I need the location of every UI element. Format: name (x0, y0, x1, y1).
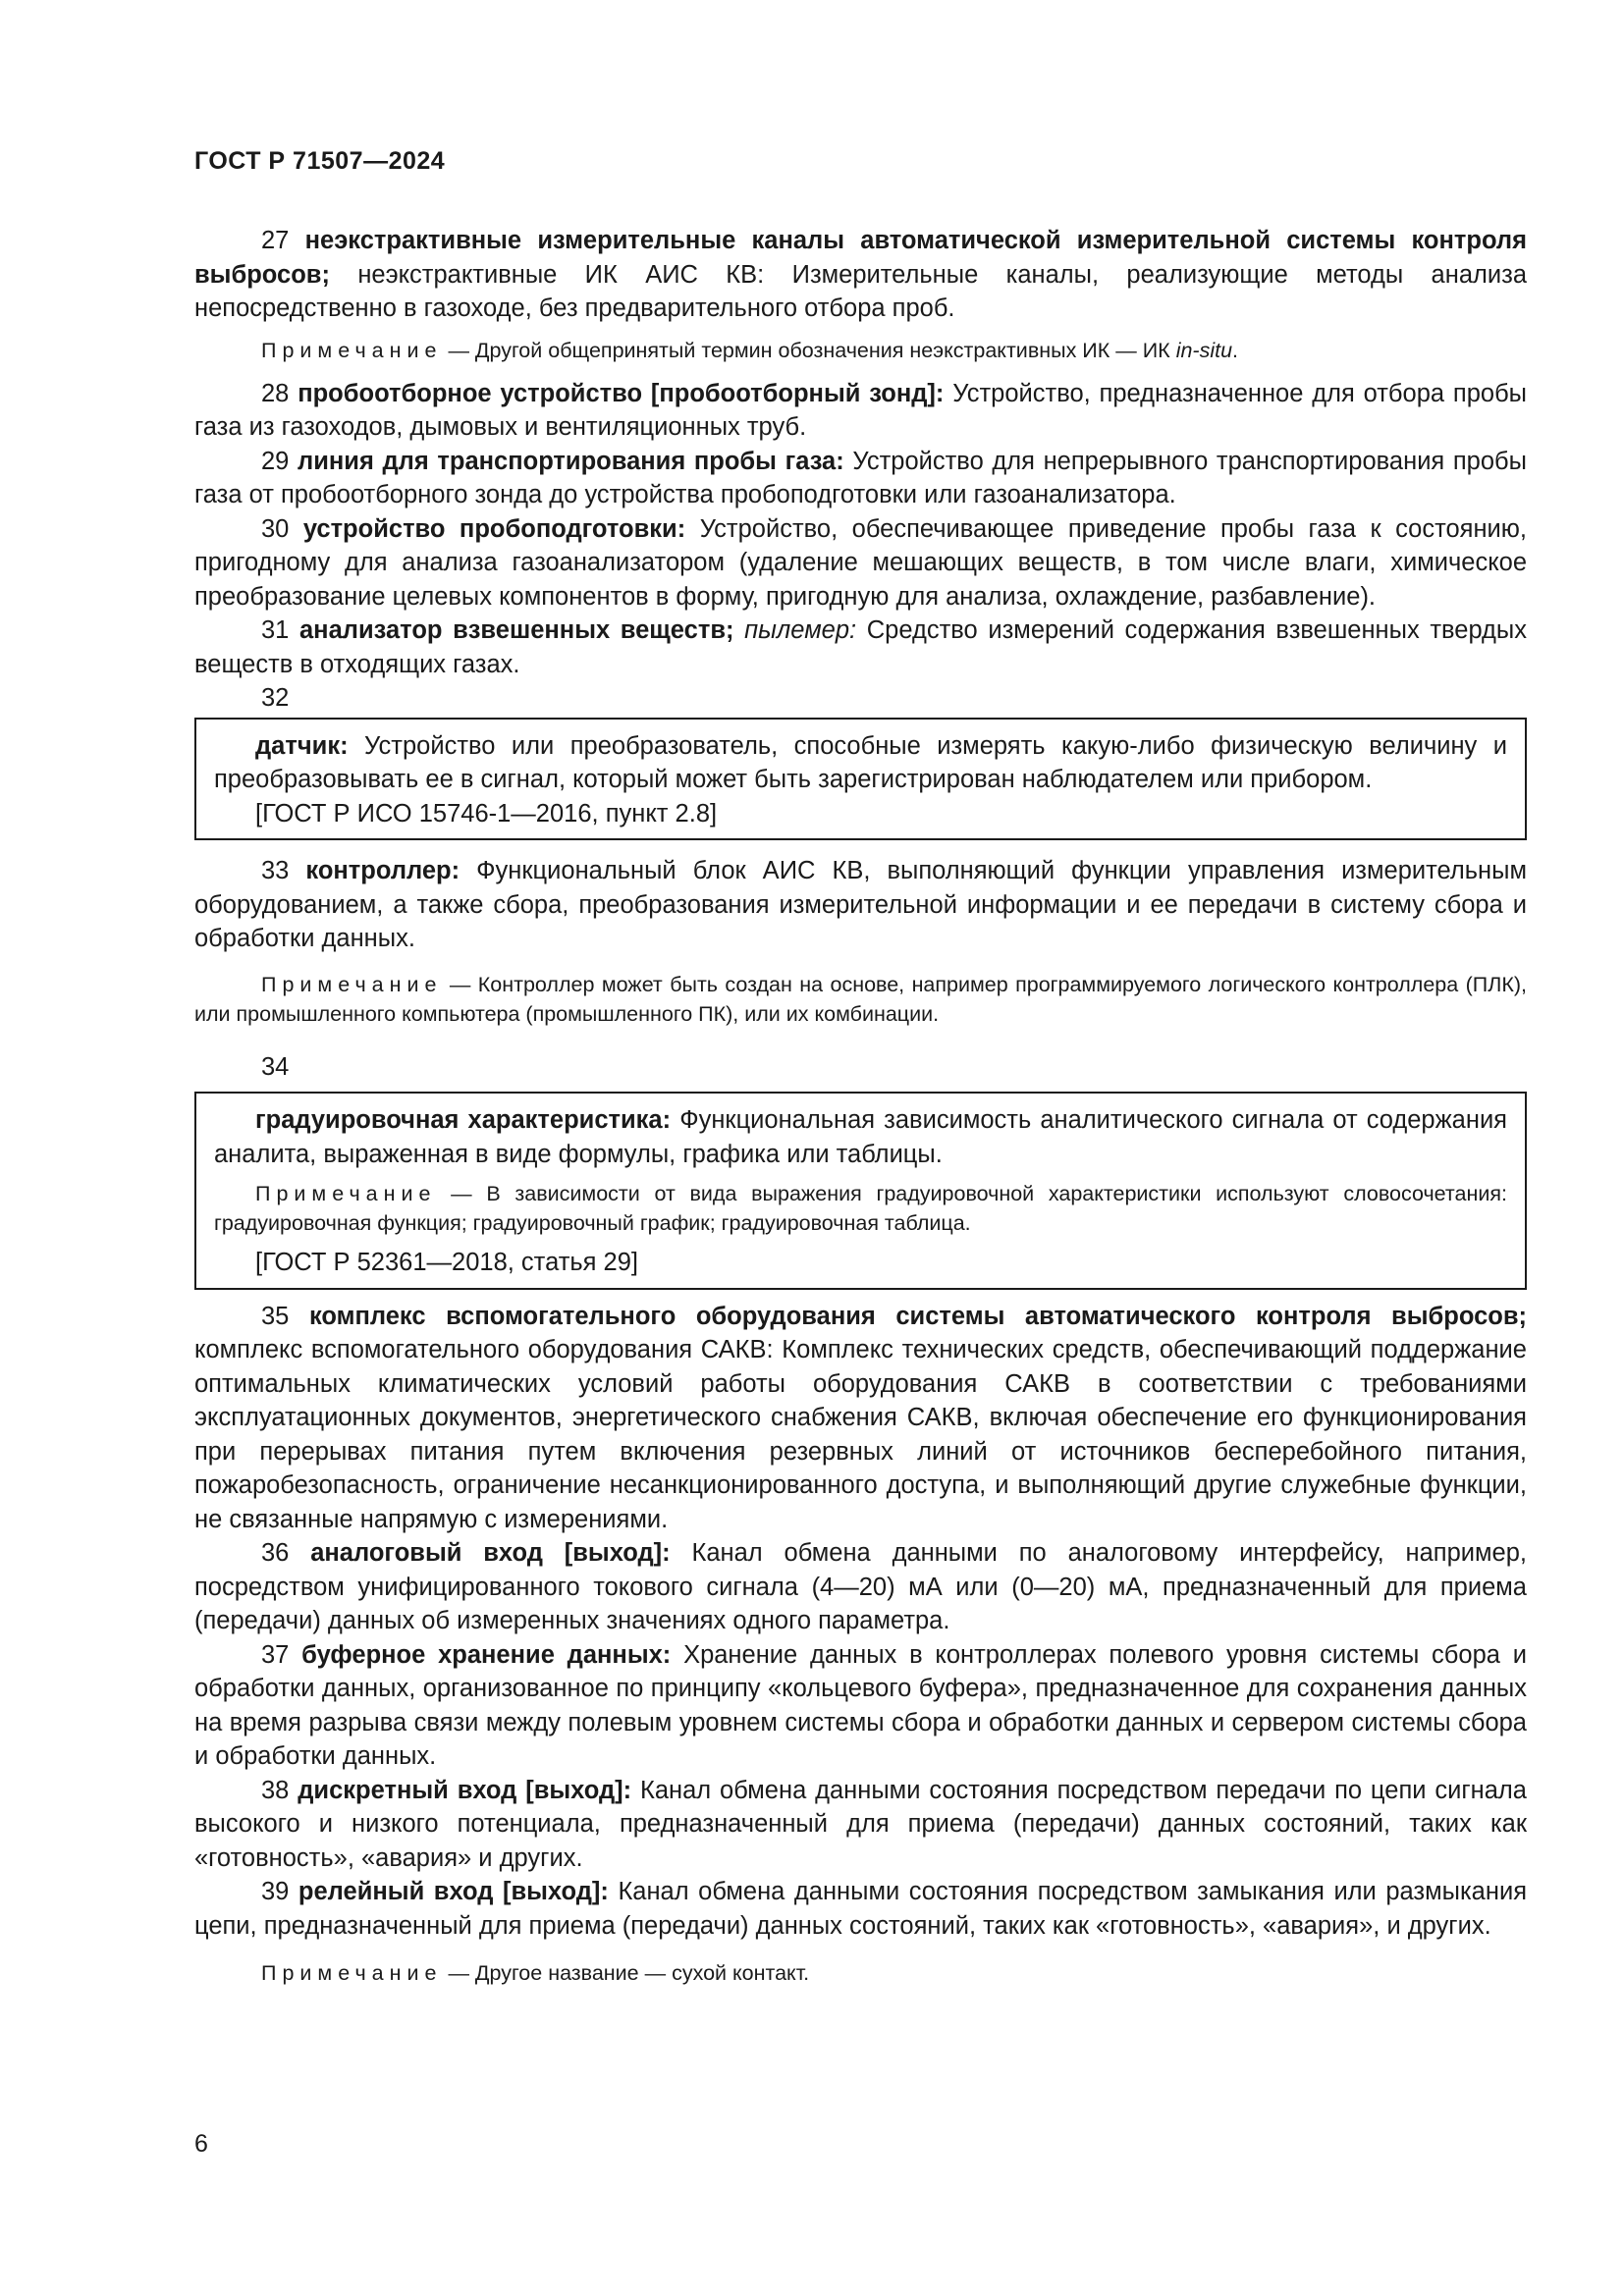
entry-source: [ГОСТ Р 52361—2018, статья 29] (255, 1249, 638, 1276)
document-header: ГОСТ Р 71507—2024 (194, 147, 446, 175)
entry-definition: Устройство, обеспечивающее приведение пробы газа к состоянию, пригодному для анализа газоанализатором (удаление мешающих веществ, в том числе влаги, химическое преобразование целевых компонентов в форму, пригодную для анализа, охлаждение, разбавление). (194, 514, 1527, 611)
entry-32-box (194, 718, 1527, 841)
entry-term: пробоотборное устройство [пробоотборный зонд]: (298, 379, 945, 407)
entry-31 (194, 614, 1527, 681)
entry-alt-term: неэкстрактивные ИК АИС КВ: (357, 260, 765, 289)
note-39 (194, 1958, 1527, 1988)
entry-32-number: 32 (261, 684, 290, 712)
entry-30 (194, 512, 1527, 614)
note-text: — Другой общепринятый термин обозначения неэкстрактивных ИК — ИК (448, 338, 1170, 362)
note-text: — В зависимости от вида выражения градуировочной характеристики используют словосочетания: градуировочная функция; градуировочный график; градуировочная таблица. (214, 1182, 1507, 1235)
entry-term: аналоговый вход [выход]: (310, 1539, 671, 1567)
entry-28 (194, 377, 1527, 445)
entry-term: комплекс вспомогательного оборудования системы автоматического контроля выбросов; (308, 1302, 1527, 1330)
entry-definition: Хранение данных в контроллерах полевого уровня системы сбора и обработки данных, организованное по принципу «кольцевого буфера», предназначенное для сохранения данных на время разрыва связи между полевым уровнем системы сбора и обработки данных и сервером системы сбора и обработки данных. (194, 1640, 1527, 1770)
entry-34-number: 34 (261, 1052, 290, 1081)
entry-definition: Измерительные каналы, реализующие методы анализа непосредственно в газоходе, без предварительного отбора проб. (194, 260, 1528, 322)
page-number: 6 (194, 2130, 208, 2158)
entry-source: [ГОСТ Р ИСО 15746-1—2016, пункт 2.8] (255, 799, 718, 828)
entry-35 (194, 1300, 1527, 1537)
note-italic: in-situ (1175, 338, 1233, 362)
entry-39 (194, 1875, 1527, 1943)
note-end: . (1232, 338, 1239, 362)
note-34 (214, 1179, 1507, 1238)
entry-definition: Канал обмена данными по аналоговому интерфейсу, например, посредством унифицированного токового сигнала (4—20) мА или (0—20) мА, предназначенный для приема (передачи) данных об измеренных значениях одного параметра. (194, 1539, 1527, 1634)
entry-term: анализатор взвешенных веществ; (299, 616, 734, 644)
entry-definition: Канал обмена данными состояния посредством передачи по цепи сигнала высокого и низкого потенциала, предназначенный для приема (передачи) данных состояний, таких как «готовность», «авария» и других. (194, 1776, 1527, 1872)
entry-definition: Средство измерений содержания взвешенных твердых веществ в отходящих газах. (194, 616, 1528, 678)
entry-34-box (194, 1092, 1527, 1290)
entry-number: 36 (261, 1539, 290, 1567)
entry-definition: Канал обмена данными состояния посредством замыкания или размыкания цепи, предназначенный для приема (передачи) данных состояний, таких как «готовность», «авария», и других. (194, 1878, 1528, 1940)
entry-term: буферное хранение данных: (301, 1640, 672, 1669)
entry-term: неэкстрактивные измерительные каналы автоматической измерительной системы контроля выбросов; (194, 227, 1527, 289)
entry-term: датчик: (255, 731, 349, 760)
entry-34 (214, 1103, 1507, 1171)
entry-term: линия для транспортирования пробы газа: (298, 447, 844, 475)
note-label: Примечание (261, 1961, 443, 1985)
entry-term: устройство пробоподготовки: (302, 514, 686, 543)
entry-number: 35 (261, 1302, 290, 1330)
entry-term: контроллер: (305, 857, 460, 884)
entry-number: 31 (261, 616, 290, 644)
entry-number: 27 (261, 227, 290, 254)
entry-definition: Функциональная зависимость аналитического сигнала от содержания аналита, выраженная в виде формулы, графика или таблицы. (214, 1106, 1507, 1168)
note-text: — Другое название — сухой контакт. (448, 1961, 810, 1985)
entry-36 (194, 1536, 1527, 1638)
entry-number: 38 (261, 1776, 290, 1804)
entry-term: релейный вход [выход]: (298, 1878, 609, 1905)
entry-term: дискретный вход [выход]: (298, 1776, 632, 1804)
note-label: Примечание (261, 338, 443, 362)
entry-term: градуировочная характеристика: (255, 1106, 672, 1134)
entry-definition: Устройство или преобразователь, способные измерять какую-либо физическую величину и преобразовывать ее в сигнал, который может быть зарегистрирован наблюдателем или прибором. (214, 731, 1507, 793)
entry-definition: Функциональный блок АИС КВ, выполняющий функции управления измерительным оборудованием, а также сбора, преобразования измерительной информации и ее передачи в систему сбора и обработки данных. (194, 857, 1527, 952)
note-33 (194, 970, 1527, 1029)
entry-number: 28 (261, 379, 290, 407)
entry-definition: Комплекс технических средств, обеспечивающий поддержание оптимальных климатических условий работы оборудования САКВ в соответствии с требованиями эксплуатационных документов, энергетического снабжения САКВ, включая обеспечение его функционирования при перерывах питания путем включения резервных линий от источников бесперебойного питания, пожаробезопасность, ограничение несанкционированного доступа, и выполняющий другие служебные функции, не связанные напрямую с измерениями. (194, 1336, 1527, 1533)
document-body (194, 224, 1527, 2000)
entry-definition: Устройство для непрерывного транспортирования пробы газа от пробоотборного зонда до устройства пробоподготовки или газоанализатора. (194, 447, 1527, 508)
entry-definition: Устройство, предназначенное для отбора пробы газа из газоходов, дымовых и вентиляционных труб. (194, 379, 1527, 441)
entry-29 (194, 445, 1527, 512)
entry-alt-term: пылемер: (744, 616, 857, 644)
entry-37 (194, 1638, 1527, 1774)
entry-number: 29 (261, 447, 290, 475)
entry-33 (194, 854, 1527, 956)
note-label: Примечание (261, 972, 443, 996)
entry-38 (194, 1774, 1527, 1876)
entry-32 (214, 729, 1507, 797)
note-label: Примечание (255, 1182, 437, 1205)
note-text: — Контроллер может быть создан на основе, например программируемого логического контроллера (ПЛК), или промышленного компьютера (промышленного ПК), или их комбинации. (194, 972, 1527, 1026)
entry-27 (194, 224, 1527, 326)
entry-number: 30 (261, 514, 290, 543)
entry-number: 39 (261, 1878, 290, 1905)
entry-number: 33 (261, 857, 290, 884)
note-27 (194, 336, 1527, 365)
entry-alt-term: комплекс вспомогательного оборудования САКВ: (194, 1336, 774, 1363)
entry-number: 37 (261, 1640, 290, 1669)
